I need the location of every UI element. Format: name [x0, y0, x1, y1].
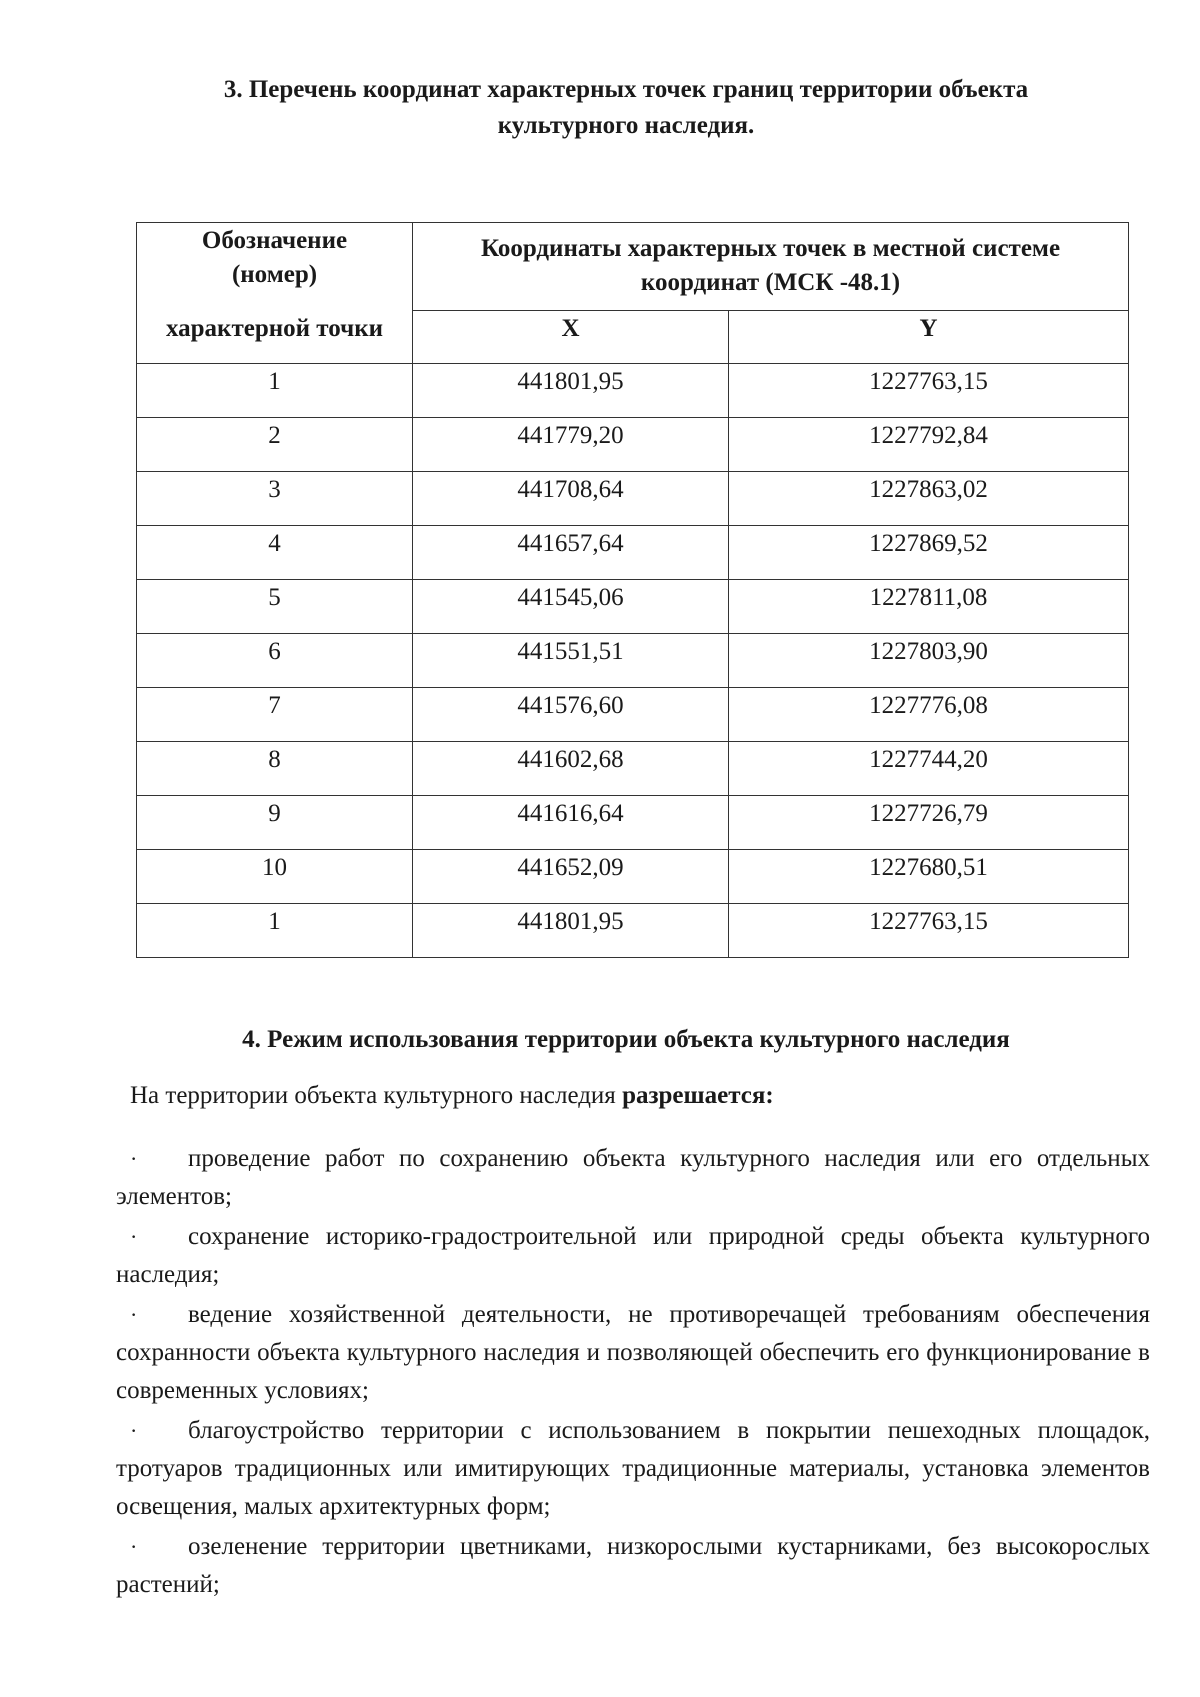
list-item-text: проведение работ по сохранению объекта культурного наследия или его отдельных элементов; [116, 1145, 1150, 1210]
table-row [137, 634, 1129, 688]
bullet-dot-icon: · [130, 1302, 138, 1327]
point-number-cell: 2 [137, 418, 413, 472]
table-row [137, 364, 1129, 418]
point-header-line-2: (номер) [231, 261, 318, 288]
y-coordinate-cell: 1227811,08 [729, 580, 1129, 634]
y-coordinate-cell: 1227792,84 [729, 418, 1129, 472]
section-4-intro [130, 1078, 774, 1114]
bullet-dot-icon: · [130, 1224, 138, 1249]
point-number-cell: 8 [137, 742, 413, 796]
intro-text: На территории объекта культурного наследия [130, 1082, 623, 1109]
y-coordinate-cell: 1227863,02 [729, 472, 1129, 526]
x-coordinate-cell: 441708,64 [413, 472, 729, 526]
table-row [137, 688, 1129, 742]
y-coordinate-cell: 1227680,51 [729, 850, 1129, 904]
intro-bold: разрешается: [622, 1082, 774, 1109]
point-number-cell: 3 [137, 472, 413, 526]
x-coordinate-cell: 441551,51 [413, 634, 729, 688]
list-item [116, 1296, 1150, 1410]
list-item [116, 1218, 1150, 1294]
table-row [137, 904, 1129, 958]
list-item [116, 1412, 1150, 1526]
bullet-dot-icon: · [130, 1146, 138, 1171]
table-row [137, 472, 1129, 526]
x-header-cell: X [413, 310, 729, 363]
section-3-title [150, 72, 1102, 144]
x-coordinate-cell: 441616,64 [413, 796, 729, 850]
x-coordinate-cell: 441657,64 [413, 526, 729, 580]
table-header-row [137, 223, 1129, 311]
point-header-line-1: Обозначение [201, 227, 348, 254]
x-coordinate-cell: 441801,95 [413, 904, 729, 958]
list-item [116, 1528, 1150, 1604]
bullet-dot-icon: · [130, 1418, 138, 1443]
point-header-line-3: характерной точки [165, 315, 384, 342]
bullet-dot-icon: · [130, 1534, 138, 1559]
list-item-text: ведение хозяйственной деятельности, не противоречащей требованиям обеспечения сохранности объекта культурного наследия и позволяющей обеспечить его функционирование в современных условиях; [116, 1301, 1150, 1404]
table-row [137, 418, 1129, 472]
list-item-text: сохранение историко-градостроительной или природной среды объекта культурного наследия; [116, 1223, 1150, 1288]
x-coordinate-cell: 441576,60 [413, 688, 729, 742]
point-number-cell: 6 [137, 634, 413, 688]
point-number-cell: 4 [137, 526, 413, 580]
section-4-title: 4. Режим использования территории объекта культурного наследия [242, 1026, 1010, 1053]
point-number-cell: 1 [137, 364, 413, 418]
table-row [137, 580, 1129, 634]
list-item-text: озеленение территории цветниками, низкорослыми кустарниками, без высокорослых растений; [116, 1533, 1150, 1598]
coords-header-line-1: Координаты характерных точек в местной системе [480, 235, 1061, 263]
y-coordinate-cell: 1227726,79 [729, 796, 1129, 850]
list-item [116, 1140, 1150, 1216]
table-row [137, 796, 1129, 850]
section-3-title-line-2: культурного наследия. [497, 112, 755, 139]
x-coordinate-cell: 441545,06 [413, 580, 729, 634]
allowed-activities-list [116, 1140, 1150, 1606]
table-row [137, 850, 1129, 904]
point-number-cell: 5 [137, 580, 413, 634]
point-number-cell: 9 [137, 796, 413, 850]
x-coordinate-cell: 441652,09 [413, 850, 729, 904]
y-coordinate-cell: 1227763,15 [729, 364, 1129, 418]
table-row [137, 526, 1129, 580]
point-number-cell: 10 [137, 850, 413, 904]
point-header-cell [137, 223, 413, 364]
x-coordinate-cell: 441801,95 [413, 364, 729, 418]
table-row [137, 742, 1129, 796]
coordinates-table [136, 222, 1129, 958]
y-coordinate-cell: 1227869,52 [729, 526, 1129, 580]
y-coordinate-cell: 1227803,90 [729, 634, 1129, 688]
coords-header-cell [413, 223, 1129, 311]
coords-header-line-2: координат (МСК -48.1) [640, 269, 901, 297]
list-item-text: благоустройство территории с использованием в покрытии пешеходных площадок, тротуаров традиционных или имитирующих традиционные материалы, установка элементов освещения, малых архитектурных форм; [116, 1417, 1150, 1520]
y-coordinate-cell: 1227763,15 [729, 904, 1129, 958]
x-coordinate-cell: 441779,20 [413, 418, 729, 472]
y-header-cell: Y [729, 310, 1129, 363]
y-coordinate-cell: 1227776,08 [729, 688, 1129, 742]
x-coordinate-cell: 441602,68 [413, 742, 729, 796]
section-3-title-line-1: 3. Перечень координат характерных точек границ территории объекта [223, 76, 1029, 103]
y-coordinate-cell: 1227744,20 [729, 742, 1129, 796]
point-number-cell: 7 [137, 688, 413, 742]
point-number-cell: 1 [137, 904, 413, 958]
